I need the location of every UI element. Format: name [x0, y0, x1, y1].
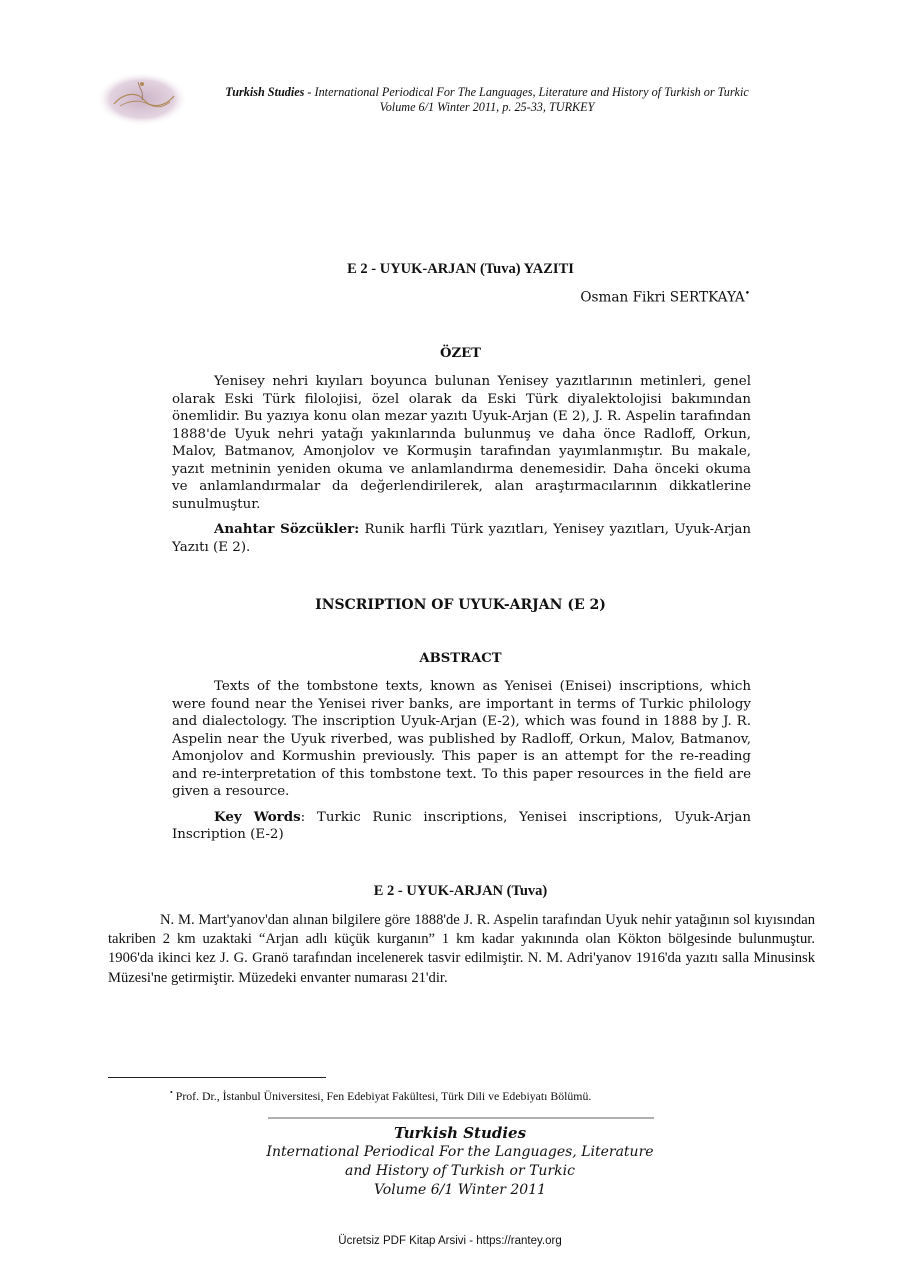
- ozet-keywords-text: Runik harfli Türk yazıtları, Yenisey yazıtları, Uyuk-Arjan Yazıtı (E 2).: [172, 522, 752, 555]
- journal-header: [190, 85, 784, 115]
- header-journal-description: - International Periodical For The Languages, Literature and History of Turkish or Turkic: [304, 85, 749, 99]
- ozet-heading: ÖZET: [440, 346, 481, 361]
- footnote: [170, 1088, 591, 1104]
- body-paragraph: N. M. Mart'yanov'dan alınan bilgilere göre 1888'de J. R. Aspelin tarafından Uyuk nehir yatağının sol kıyısından takriben 2 km uzaktaki “Arjan adlı küçük kurganın” 1 km kadar yakınında olan Kökton bölgesinde bulunmuştur. 1906'da ikinci kez J. G. Granö tarafından incelenerek tasvir edilmiştir. N. M. Adri'yanov 1916'da yazıtı salla Minusinsk Müzesi'ne getirmiştir. Müzedeki envanter numarası 21'dir.: [108, 912, 815, 986]
- article-title: E 2 - UYUK-ARJAN (Tuva) YAZITI: [347, 261, 574, 277]
- header-journal-name: Turkish Studies: [225, 85, 305, 99]
- english-title: INSCRIPTION OF UYUK-ARJAN (E 2): [315, 597, 606, 613]
- footer-divider: [268, 1117, 654, 1119]
- ozet-block: [172, 373, 751, 556]
- abstract-keywords-text: : Turkic Runic inscriptions, Yenisei inscriptions, Uyuk-Arjan Inscription (E-2): [172, 809, 752, 842]
- ozet-keywords-label: Anahtar Sözcükler:: [214, 521, 360, 537]
- abstract-keywords-label: Key Words: [214, 808, 301, 825]
- footer-journal-title: Turkish Studies: [393, 1124, 527, 1142]
- footer-line-1: International Periodical For the Languages, Literature: [266, 1144, 654, 1160]
- footnote-mark: •: [170, 1088, 173, 1097]
- source-watermark: Ücretsiz PDF Kitap Arsivi - https://rantey.org: [338, 1235, 562, 1247]
- section-title: E 2 - UYUK-ARJAN (Tuva): [373, 883, 548, 899]
- header-volume: Volume 6/1 Winter 2011, p. 25-33, TURKEY: [379, 100, 595, 114]
- footer-line-2: and History of Turkish or Turkic: [345, 1163, 575, 1179]
- author-footnote-mark: •: [744, 289, 750, 299]
- body-text: [108, 911, 815, 988]
- author-name: [580, 289, 750, 306]
- abstract-keywords: [172, 809, 751, 844]
- footer-journal: [200, 1124, 720, 1200]
- abstract-text: Texts of the tombstone texts, known as Yenisei (Enisei) inscriptions, which were found near the Yenisei river banks, are important in terms of Turkic philology and dialectology. The inscription Uyuk-Arjan (E-2), which was found in 1888 by J. R. Aspelin near the Uyuk riverbed, was published by Radloff, Orkun, Malov, Batmanov, Amonjolov and Kormushin previously. This paper is an attempt for the re-reading and re-interpretation of this tombstone text. To this paper resources in the field are given a resource.: [172, 679, 751, 799]
- footer-volume: Volume 6/1 Winter 2011: [373, 1182, 547, 1198]
- ozet-keywords: [172, 521, 751, 556]
- footnote-text: Prof. Dr., İstanbul Üniversitesi, Fen Edebiyat Fakültesi, Türk Dili ve Edebiyatı Bölümü.: [172, 1088, 592, 1103]
- abstract-heading: ABSTRACT: [419, 651, 502, 666]
- author-name-text: Osman Fikri SERTKAYA: [580, 289, 745, 306]
- footnote-divider: [108, 1077, 326, 1078]
- abstract-block: [172, 678, 751, 844]
- ozet-text: Yenisey nehri kıyıları boyunca bulunan Yenisey yazıtlarının metinleri, genel olarak Eski Türk filolojisi, özel olarak da Eski Türk diyalektolojisi bakımından önemlidir. Bu yazıya konu olan mezar yazıtı Uyuk-Arjan (E 2), J. R. Aspelin tarafından 1888'de Uyuk nehri yatağı yakınlarında bulunmuş ve daha önce Radloff, Orkun, Malov, Batmanov, Amonjolov ve Kormuşin tarafından yayımlanmıştır. Bu makale, yazıt metninin yeniden okuma ve anlamlandırma denemesidir. Daha önceki okuma ve anlamlandırmalar da değerlendirilerek, alan araştırmacılarının dikkatlerine sunulmuştur.: [172, 374, 751, 512]
- journal-logo: [94, 70, 190, 128]
